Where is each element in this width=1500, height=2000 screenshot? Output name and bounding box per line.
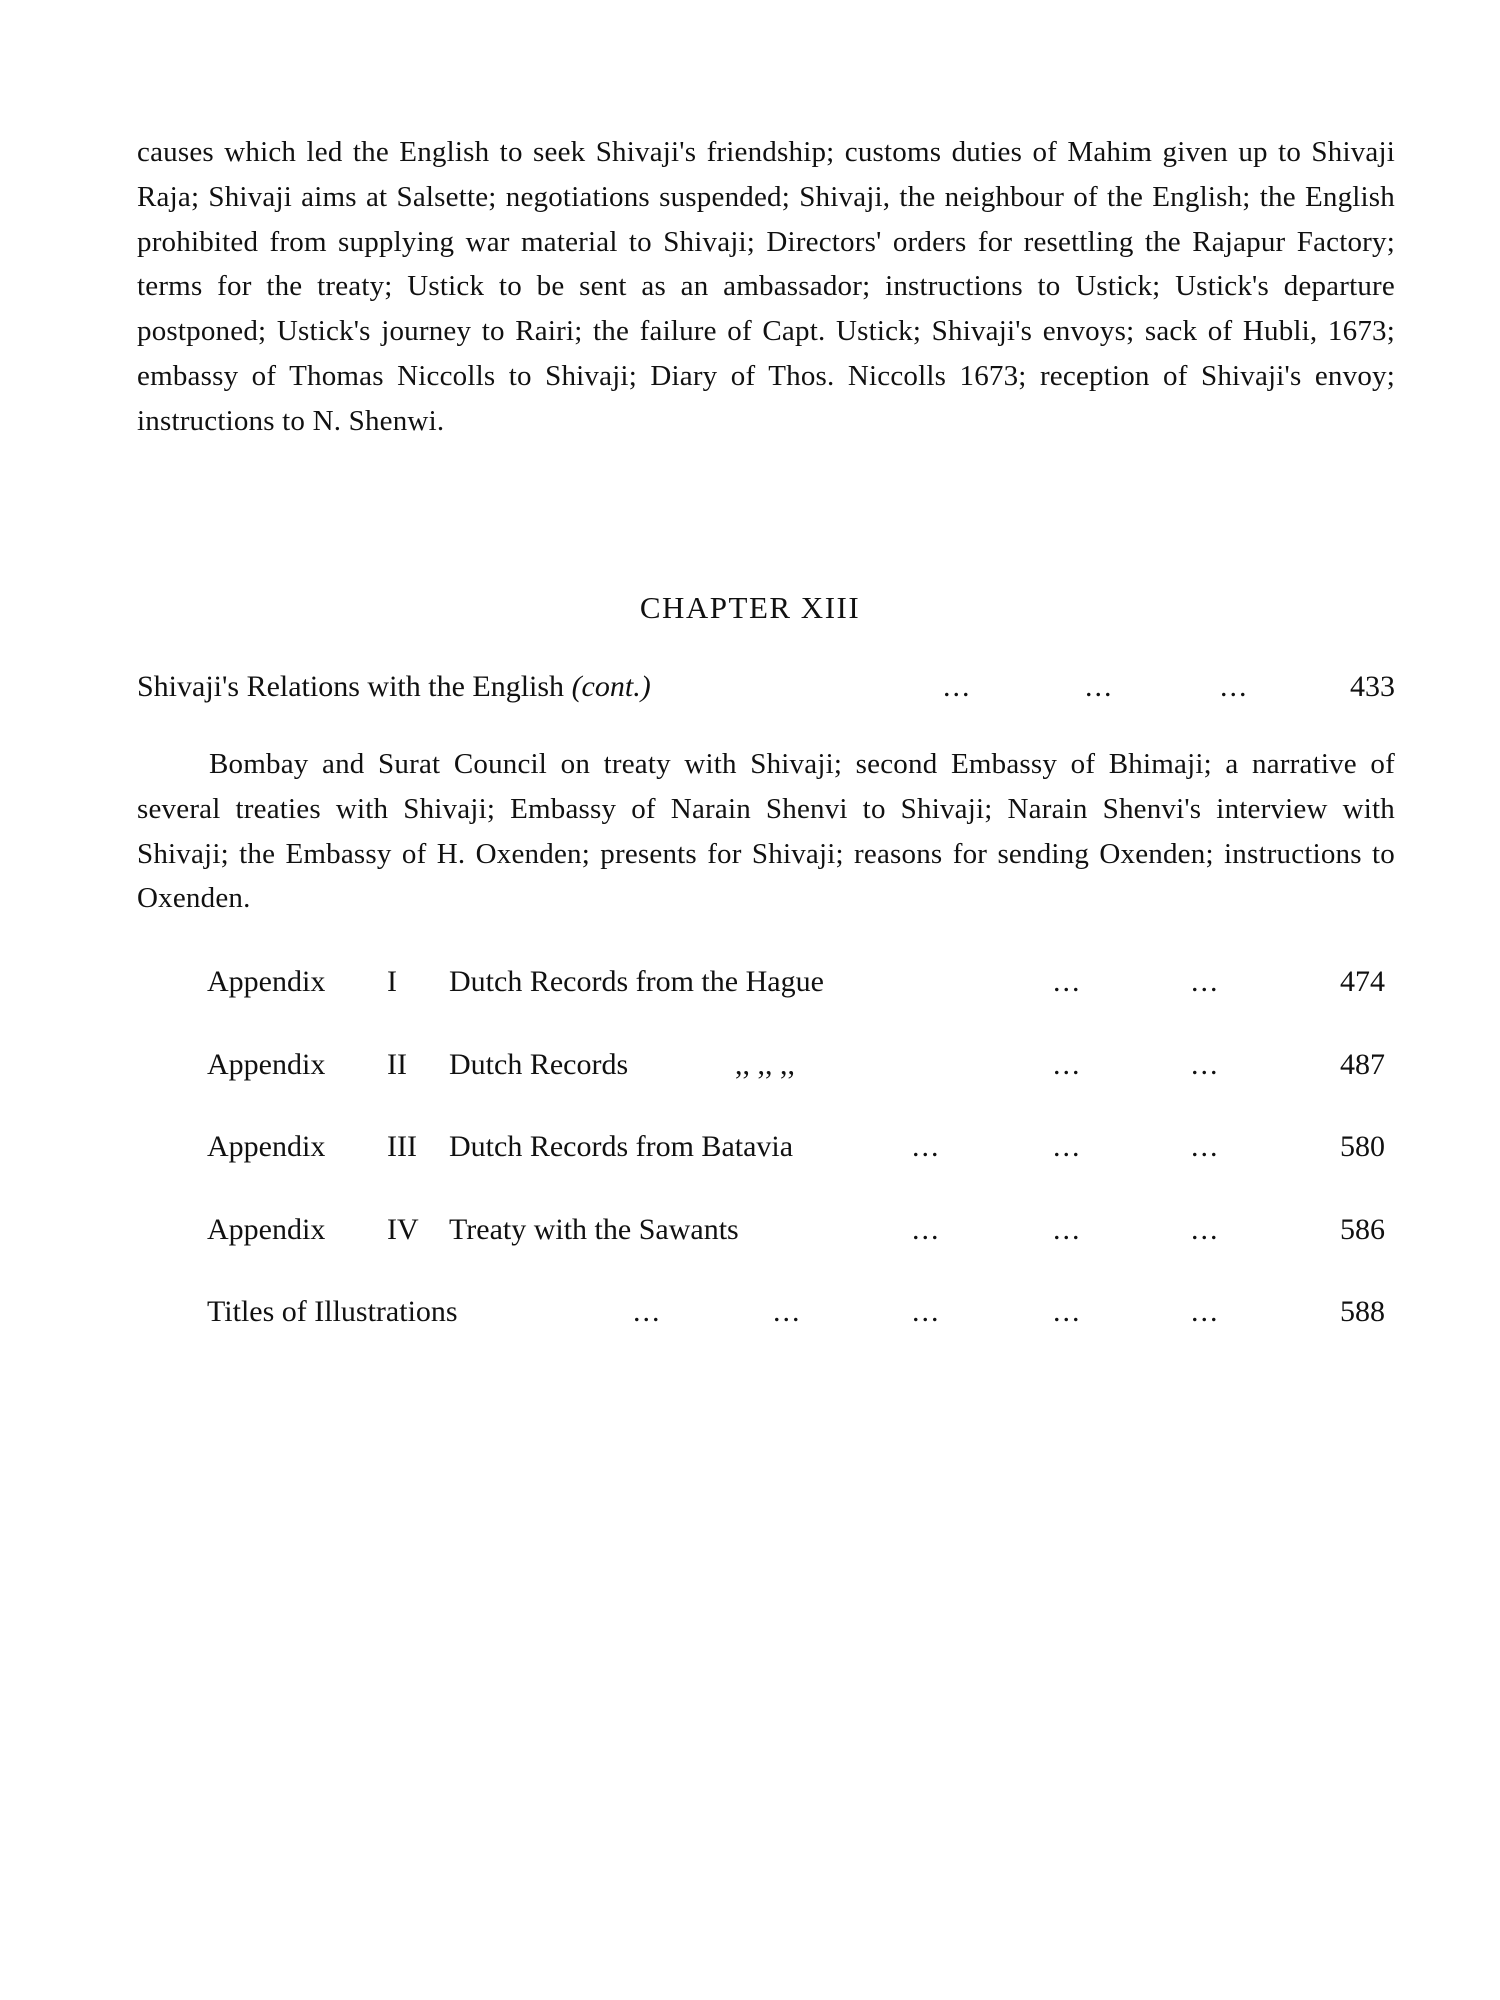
chapter-page-number: 433 <box>1350 670 1395 703</box>
appendix-title: Treaty with the Sawants <box>449 1213 739 1246</box>
leader-dots: ... <box>912 1213 941 1246</box>
appendix-title: Dutch Records from the Hague <box>449 965 824 998</box>
leader-dots: ... <box>1053 965 1082 998</box>
appendix-entry-title <box>207 965 824 999</box>
leader-dots: ... <box>1191 1130 1220 1163</box>
illustrations-page-number: 588 <box>1340 1295 1385 1328</box>
appendix-row <box>207 1048 1385 1088</box>
chapter-title-suffix: (cont.) <box>571 670 651 703</box>
leader-dots: ... <box>943 670 972 703</box>
leader-dots: ... <box>1191 1048 1220 1081</box>
appendix-number: I <box>387 965 397 998</box>
appendix-row <box>207 1213 1385 1253</box>
appendix-title: Dutch Records from Batavia <box>449 1130 794 1163</box>
leader-dots: ... <box>912 1130 941 1163</box>
appendix-number: III <box>387 1130 417 1163</box>
chapter-title-row <box>137 670 1395 710</box>
appendix-label: Appendix <box>207 1213 326 1246</box>
leader-dots: ... <box>912 1295 941 1328</box>
leader-dots: ... <box>1220 670 1249 703</box>
appendix-number: II <box>387 1048 407 1081</box>
appendix-label: Appendix <box>207 965 326 998</box>
illustrations-row <box>207 1295 1385 1335</box>
chapter-heading: CHAPTER XIII <box>639 590 861 625</box>
appendix-page-number: 580 <box>1340 1130 1385 1163</box>
chapter-title-text: Shivaji's Relations with the English <box>137 670 565 703</box>
leader-dots: ... <box>1053 1130 1082 1163</box>
leader-dots: ... <box>1191 1213 1220 1246</box>
appendix-page-number: 474 <box>1340 965 1385 998</box>
chapter-title <box>137 670 651 704</box>
leader-dots: ... <box>1053 1048 1082 1081</box>
appendix-label: Appendix <box>207 1048 326 1081</box>
leader-dots: ... <box>1191 1295 1220 1328</box>
leader-dots: ... <box>773 1295 802 1328</box>
illustrations-title: Titles of Illustrations <box>207 1295 458 1328</box>
appendix-page-number: 487 <box>1340 1048 1385 1081</box>
leader-dots: ... <box>1053 1295 1082 1328</box>
continued-contents-paragraph: causes which led the English to seek Shivaji's friendship; customs duties of Mahim given up to Shivaji Raja; Shivaji aims at Salsette; negotiations suspended; Shivaji, the neighbour of the English; the English prohibited from supplying war material to Shivaji; Directors' orders for resettling the Rajapur Factory; terms for the treaty; Ustick to be sent as an ambassador; instructions to Ustick; Ustick's departure postponed; Ustick's journey to Rairi; the failure of Capt. Ustick; Shivaji's envoys; sack of Hubli, 1673; embassy of Thomas Niccolls to Shivaji; Diary of Thos. Niccolls 1673; reception of Shivaji's envoy; instructions to N. Shenwi. <box>137 136 1395 437</box>
appendix-number: IV <box>387 1213 419 1246</box>
chapter-summary-paragraph: Bombay and Surat Council on treaty with Shivaji; second Embassy of Bhimaji; a narrative of several treaties with Shivaji; Embassy of Narain Shenvi to Shivaji; Narain Shenvi's interview with Shivaji; the Embassy of H. Oxenden; presents for Shivaji; reasons for sending Oxenden; instructions to Oxenden. <box>137 748 1395 915</box>
leader-dots: ... <box>633 1295 662 1328</box>
ditto-marks: ,, ,, ,, <box>735 1048 795 1081</box>
appendix-entry-title <box>207 1048 628 1082</box>
appendix-row <box>207 1130 1385 1170</box>
leader-dots: ... <box>1085 670 1114 703</box>
appendix-row <box>207 965 1385 1005</box>
leader-dots: ... <box>1191 965 1220 998</box>
appendix-title: Dutch Records <box>449 1048 629 1081</box>
appendix-entry-title <box>207 1130 793 1164</box>
appendix-label: Appendix <box>207 1130 326 1163</box>
appendix-page-number: 586 <box>1340 1213 1385 1246</box>
appendix-entry-title <box>207 1213 739 1247</box>
leader-dots: ... <box>1053 1213 1082 1246</box>
